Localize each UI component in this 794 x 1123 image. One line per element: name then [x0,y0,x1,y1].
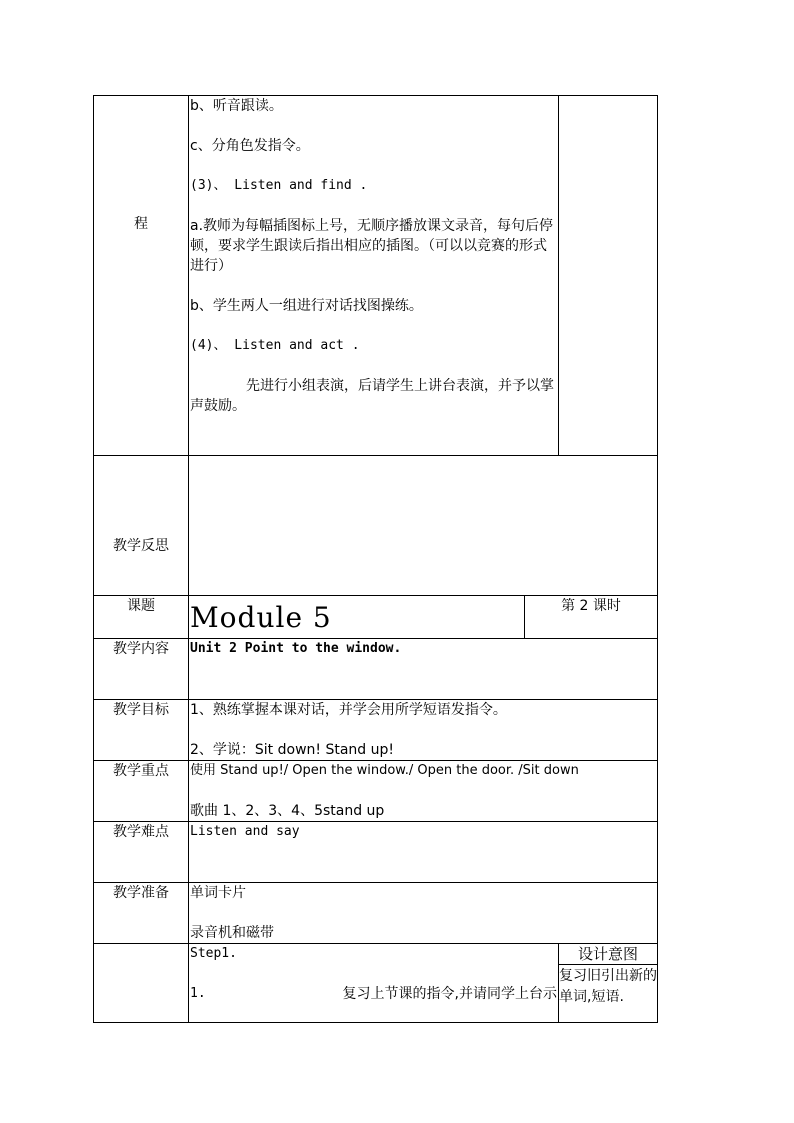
steps-row [94,944,658,1023]
process-line-b3: b、学生两人一组进行对话找图操练。 [190,298,423,314]
period-cell [525,596,658,639]
process-label-cell [94,96,189,456]
process-line-act: 先进行小组表演，后请学生上讲台表演，并予以掌声鼓励。 [190,378,554,414]
keypoint-line-2: 歌曲 1、2、3、4、5stand up [190,803,385,819]
prep-line-1: 单词卡片 [190,885,246,901]
goal-line-1: 1、熟练掌握本课对话，并学会用所学短语发指令。 [190,702,507,718]
lesson-period: 第 2 课时 [561,598,621,614]
process-row [94,96,658,456]
topic-label-cell [94,596,189,639]
difficulty-text-cell [189,822,658,883]
process-side-cell [559,96,658,456]
step-item-text: 复习上节课的指令,并请同学上台示 [342,986,557,1002]
prep-text-cell [189,883,658,944]
step-item-number: 1. [190,986,206,1001]
steps-label-cell [94,944,189,1023]
step-title: Step1. [190,946,237,961]
difficulty-row [94,822,658,883]
lesson-plan-table [93,95,658,1023]
goals-text-cell [189,700,658,761]
content-label: 教学内容 [113,641,169,657]
process-line-s3: (3)、 Listen and find . [190,178,368,193]
keypoints-text-cell [189,761,658,822]
keypoints-label-cell [94,761,189,822]
process-line-s4: (4)、 Listen and act . [190,338,360,353]
process-line-b1: b、听音跟读。 [190,98,283,114]
design-intent-header: 设计意图 [559,944,657,965]
process-line-c1: c、分角色发指令。 [190,138,310,154]
process-content-cell [189,96,559,456]
keypoint-line-1: 使用 Stand up!/ Open the window./ Open the door. /Sit down [190,763,579,778]
topic-label: 课题 [127,598,155,614]
goal-line-2: 2、学说：Sit down! Stand up! [190,742,394,758]
prep-line-2: 录音机和磁带 [190,925,274,941]
prep-label-cell [94,883,189,944]
difficulty-label-cell [94,822,189,883]
keypoints-row [94,761,658,822]
difficulty-label: 教学难点 [113,824,169,840]
step-item [190,984,557,1004]
goals-label: 教学目标 [113,702,169,718]
keypoints-label: 教学重点 [113,763,169,779]
prep-label: 教学准备 [113,885,169,901]
topic-title-cell [189,596,525,639]
content-text-cell [189,639,658,700]
process-label: 程 [134,216,148,232]
steps-content-cell [189,944,559,1023]
topic-row [94,596,658,639]
goals-label-cell [94,700,189,761]
reflection-label-cell [94,456,189,596]
reflection-content-cell [189,456,658,596]
unit-title: Unit 2 Point to the window. [190,641,402,656]
module-title: Module 5 [190,601,332,634]
design-cell [559,944,658,1023]
goals-row [94,700,658,761]
difficulty-text: Listen and say [190,824,300,839]
design-intent-text: 复习旧引出新的单词,短语. [559,968,657,1005]
content-row [94,639,658,700]
content-label-cell [94,639,189,700]
process-line-a3: a.教师为每幅插图标上号，无顺序播放课文录音，每句后停顿，要求学生跟读后指出相应的插图。（可以以竞赛的形式进行） [190,218,554,274]
reflection-row [94,456,658,596]
prep-row [94,883,658,944]
reflection-label: 教学反思 [113,538,169,554]
